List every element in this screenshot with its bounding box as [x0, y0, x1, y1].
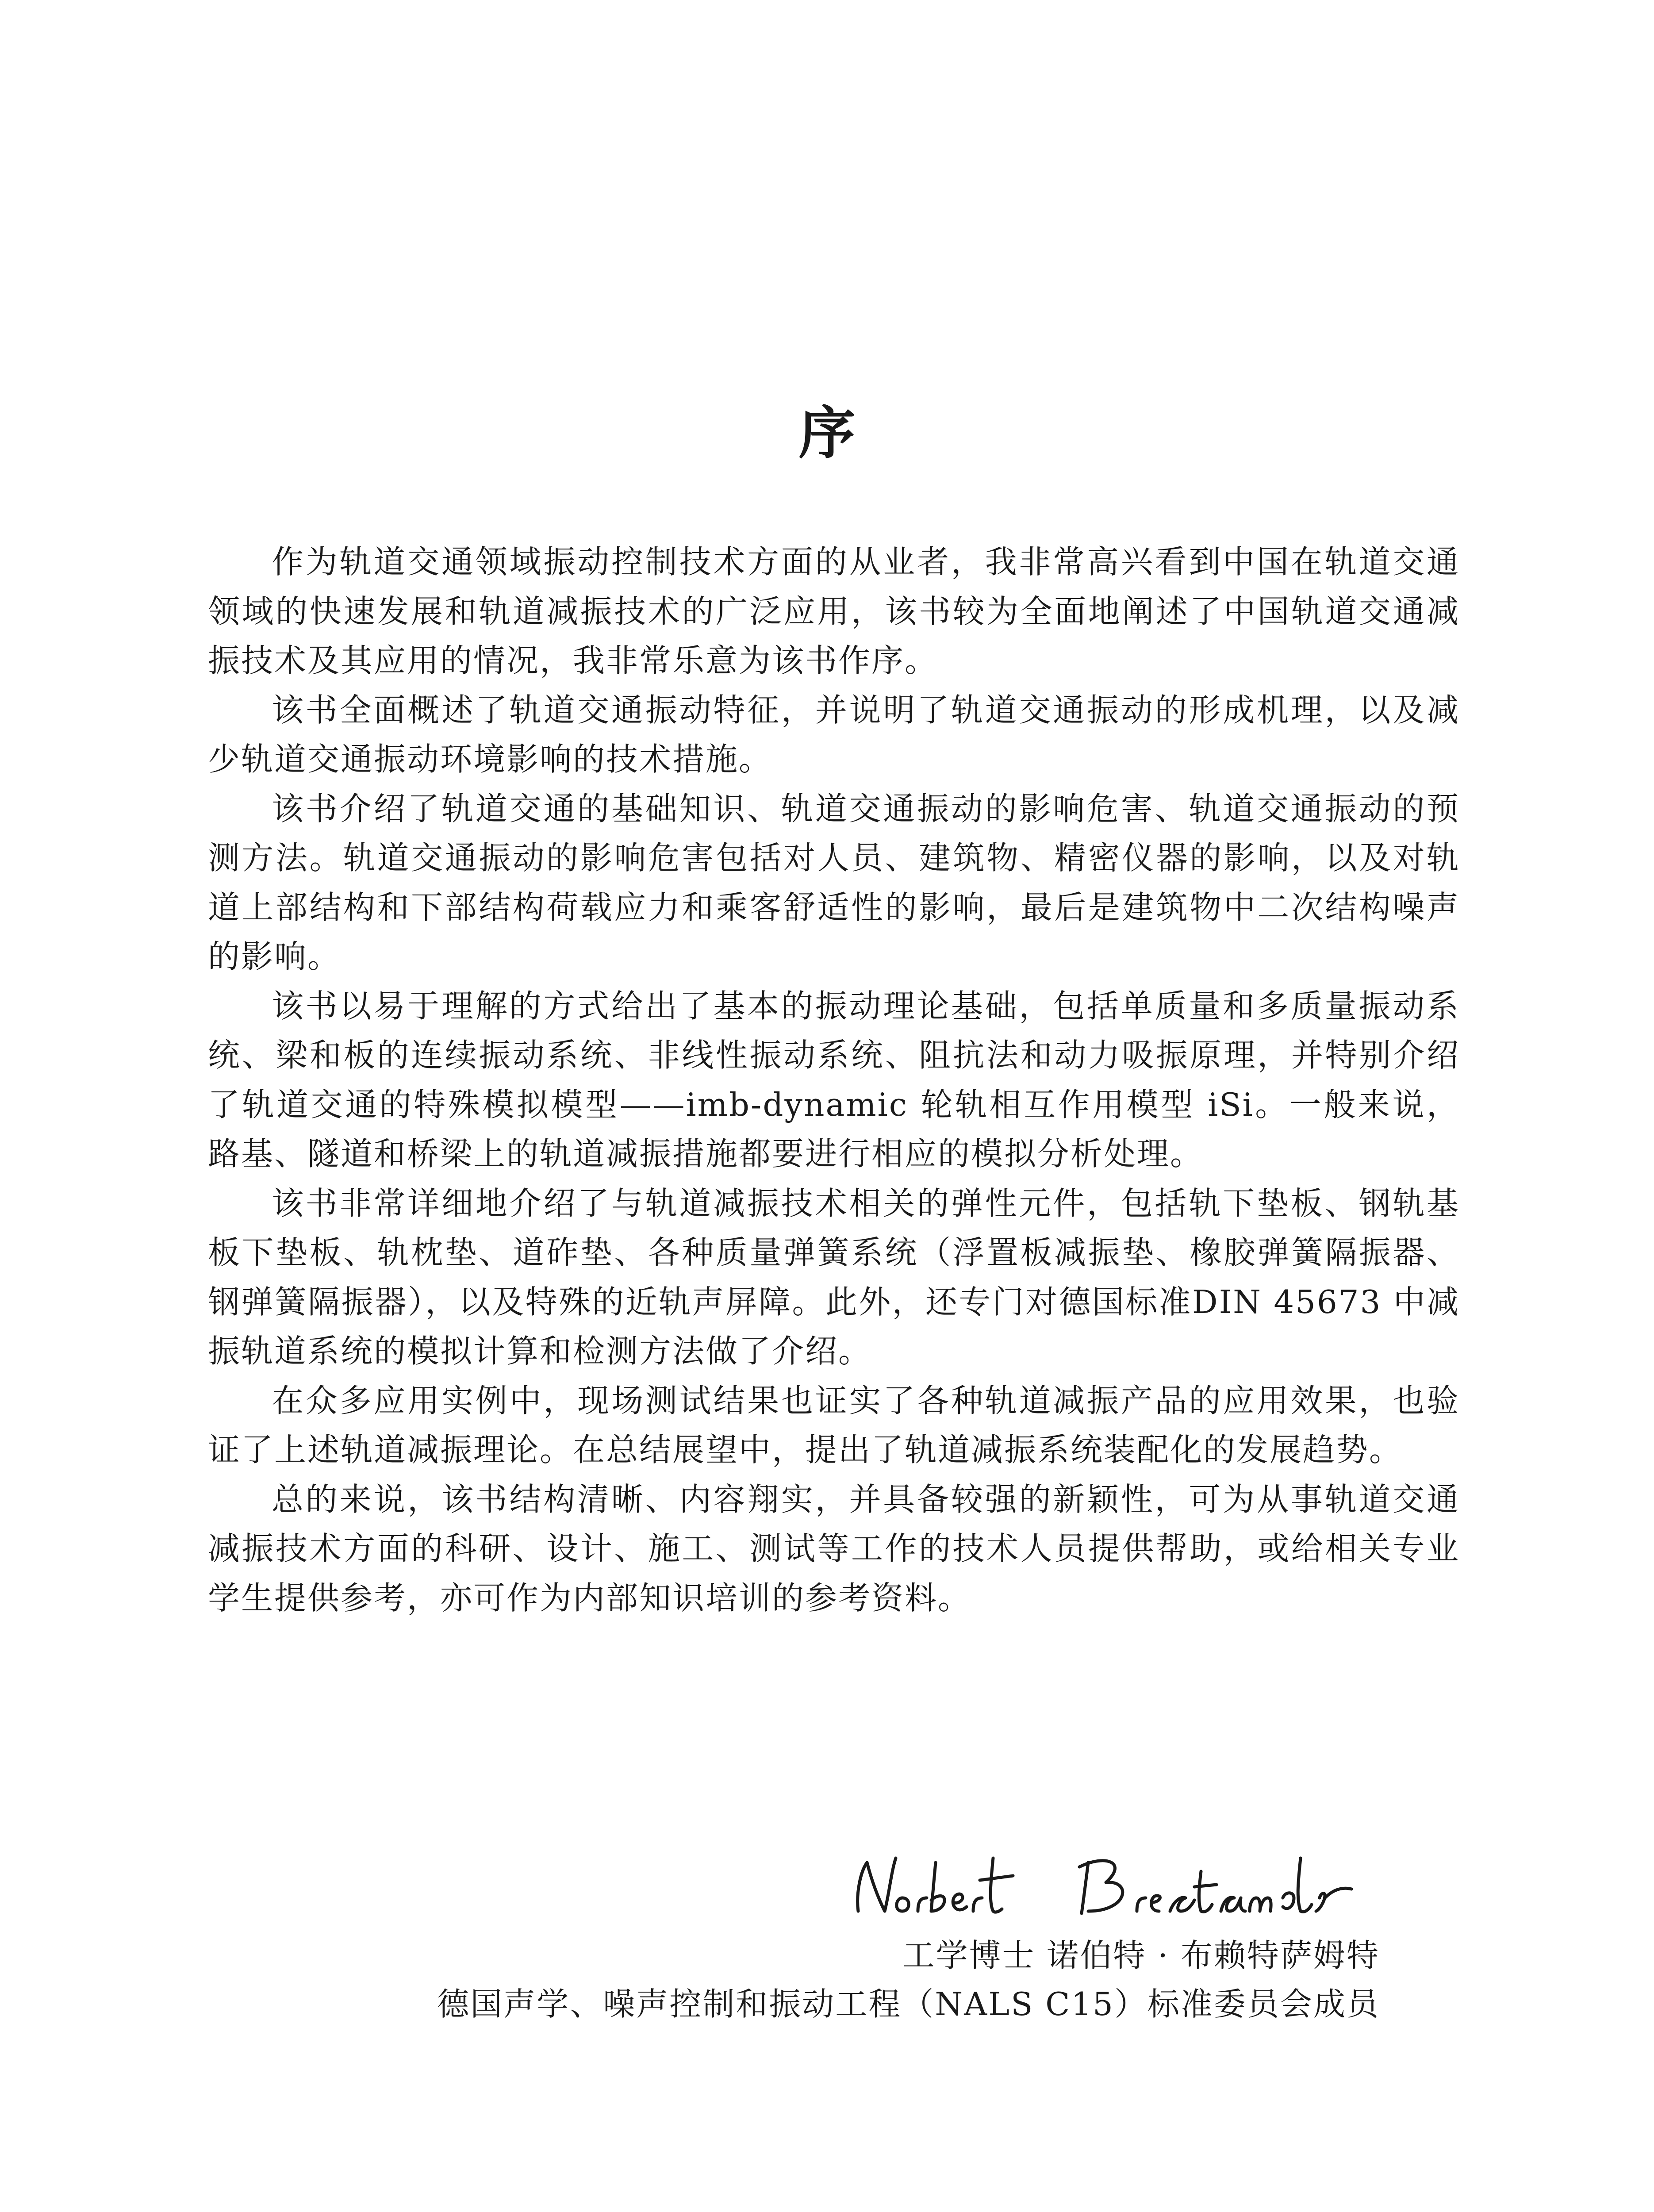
paragraph: 在众多应用实例中，现场测试结果也证实了各种轨道减振产品的应用效果，也验证了上述轨道减振理论。在总结展望中，提出了轨道减振系统装配化的发展趋势。	[208, 1382, 1460, 1468]
preface-body	[208, 538, 1460, 1623]
paragraph: 作为轨道交通领域振动控制技术方面的从业者，我非常高兴看到中国在轨道交通领域的快速发展和轨道减振技术的广泛应用，该书较为全面地阐述了中国轨道交通减振技术及其应用的情况，我非常乐意为该书作序。	[208, 543, 1460, 679]
paragraph: 该书以易于理解的方式给出了基本的振动理论基础，包括单质量和多质量振动系统、梁和板的连续振动系统、非线性振动系统、阻抗法和动力吸振原理，并特别介绍了轨道交通的特殊模拟模型——imb-dynamic 轮轨相互作用模型 iSi。一般来说，路基、隧道和桥梁上的轨道减振措施都要进行相应的模拟分析处理。	[208, 987, 1460, 1172]
paragraph: 该书非常详细地介绍了与轨道减振技术相关的弹性元件，包括轨下垫板、钢轨基板下垫板、轨枕垫、道砟垫、各种质量弹簧系统（浮置板减振垫、橡胶弹簧隔振器、钢弹簧隔振器），以及特殊的近轨声屏障。此外，还专门对德国标准DIN 45673 中减振轨道系统的模拟计算和检测方法做了介绍。	[208, 1184, 1460, 1370]
paragraph: 该书介绍了轨道交通的基础知识、轨道交通振动的影响危害、轨道交通振动的预测方法。轨道交通振动的影响危害包括对人员、建筑物、精密仪器的影响，以及对轨道上部结构和下部结构荷载应力和乘客舒适性的影响，最后是建筑物中二次结构噪声的影响。	[208, 790, 1460, 975]
signer-role: 德国声学、噪声控制和振动工程（NALS C15）标准委员会成员	[437, 1985, 1380, 2023]
paragraph: 总的来说，该书结构清晰、内容翔实，并具备较强的新颖性，可为从事轨道交通减振技术方面的科研、设计、施工、测试等工作的技术人员提供帮助，或给相关专业学生提供参考，亦可作为内部知识培训的参考资料。	[208, 1480, 1460, 1617]
handwritten-signature	[840, 1845, 1407, 1924]
paragraph: 该书全面概述了轨道交通振动特征，并说明了轨道交通振动的形成机理，以及减少轨道交通振动环境影响的技术措施。	[208, 691, 1460, 778]
page-title: 序	[798, 400, 856, 466]
signer-name: 工学博士 诺伯特 · 布赖特萨姆特	[902, 1937, 1380, 1974]
